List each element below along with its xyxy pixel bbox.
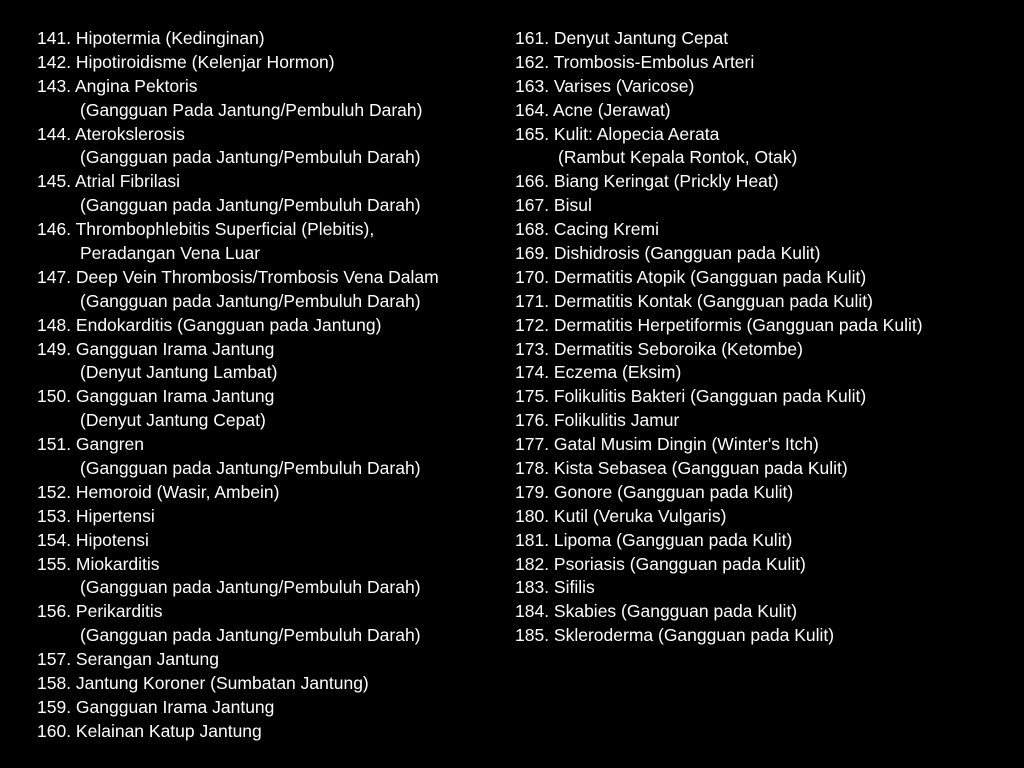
list-item: 174. Eczema (Eksim) [515, 362, 682, 383]
list-item: 165. Kulit: Alopecia Aerata [515, 123, 720, 144]
list-item: 173. Dermatitis Seboroika (Ketombe) [515, 338, 803, 359]
list-item-continuation: (Gangguan pada Jantung/Pembuluh Darah) [80, 577, 421, 598]
list-item-continuation: (Gangguan pada Jantung/Pembuluh Darah) [80, 195, 421, 216]
list-item: 145. Atrial Fibrilasi [37, 171, 180, 192]
list-item-continuation: (Gangguan pada Jantung/Pembuluh Darah) [80, 290, 421, 311]
list-item: 152. Hemoroid (Wasir, Ambein) [37, 481, 280, 502]
list-item: 177. Gatal Musim Dingin (Winter's Itch) [515, 434, 819, 455]
list-item: 163. Varises (Varicose) [515, 75, 695, 96]
list-item: 158. Jantung Koroner (Sumbatan Jantung) [37, 673, 369, 694]
list-item: 148. Endokarditis (Gangguan pada Jantung) [37, 314, 382, 335]
list-item: 149. Gangguan Irama Jantung [37, 338, 275, 359]
list-item: 144. Aterokslerosis [37, 123, 185, 144]
list-item: 153. Hipertensi [37, 505, 155, 526]
list-item: 147. Deep Vein Thrombosis/Trombosis Vena Dalam [37, 266, 439, 287]
list-item: 157. Serangan Jantung [37, 649, 219, 670]
list-item: 160. Kelainan Katup Jantung [37, 720, 262, 741]
list-item-continuation: (Gangguan pada Jantung/Pembuluh Darah) [80, 625, 421, 646]
list-item: 164. Acne (Jerawat) [515, 99, 671, 120]
list-item: 150. Gangguan Irama Jantung [37, 386, 275, 407]
list-item: 141. Hipotermia (Kedinginan) [37, 28, 265, 48]
list-item: 146. Thrombophlebitis Superficial (Plebitis), [37, 219, 375, 240]
right-column-list [515, 27, 1015, 648]
list-item-continuation: (Gangguan Pada Jantung/Pembuluh Darah) [80, 99, 423, 120]
list-item: 175. Folikulitis Bakteri (Gangguan pada Kulit) [515, 386, 867, 407]
list-item: 168. Cacing Kremi [515, 219, 659, 240]
list-item: 151. Gangren [37, 434, 145, 455]
list-item: 169. Dishidrosis (Gangguan pada Kulit) [515, 243, 821, 264]
list-item: 167. Bisul [515, 195, 592, 216]
list-item: 181. Lipoma (Gangguan pada Kulit) [515, 529, 793, 550]
left-column-list [37, 27, 507, 744]
list-item: 161. Denyut Jantung Cepat [515, 28, 729, 48]
list-item: 182. Psoriasis (Gangguan pada Kulit) [515, 553, 806, 574]
list-item: 179. Gonore (Gangguan pada Kulit) [515, 481, 794, 502]
list-item: 185. Skleroderma (Gangguan pada Kulit) [515, 625, 835, 646]
list-item: 170. Dermatitis Atopik (Gangguan pada Kulit) [515, 266, 867, 287]
list-item: 156. Perikarditis [37, 601, 163, 622]
list-item: 154. Hipotensi [37, 529, 149, 550]
list-item: 180. Kutil (Veruka Vulgaris) [515, 505, 727, 526]
list-item-continuation: (Rambut Kepala Rontok, Otak) [558, 147, 798, 168]
list-item: 162. Trombosis-Embolus Arteri [515, 51, 755, 72]
list-item: 159. Gangguan Irama Jantung [37, 696, 275, 717]
list-item-continuation: (Denyut Jantung Lambat) [80, 362, 278, 383]
list-item: 183. Sifilis [515, 577, 595, 598]
list-item-continuation: (Gangguan pada Jantung/Pembuluh Darah) [80, 458, 421, 479]
list-item: 155. Miokarditis [37, 553, 160, 574]
list-item: 166. Biang Keringat (Prickly Heat) [515, 171, 779, 192]
list-item: 176. Folikulitis Jamur [515, 410, 680, 431]
list-item: 178. Kista Sebasea (Gangguan pada Kulit) [515, 458, 848, 479]
list-item-continuation: Peradangan Vena Luar [80, 243, 261, 264]
list-item-continuation: (Denyut Jantung Cepat) [80, 410, 266, 431]
list-item: 142. Hipotiroidisme (Kelenjar Hormon) [37, 51, 335, 72]
list-item: 172. Dermatitis Herpetiformis (Gangguan pada Kulit) [515, 314, 923, 335]
list-item: 171. Dermatitis Kontak (Gangguan pada Kulit) [515, 290, 873, 311]
list-item-continuation: (Gangguan pada Jantung/Pembuluh Darah) [80, 147, 421, 168]
list-item: 143. Angina Pektoris [37, 75, 198, 96]
list-item: 184. Skabies (Gangguan pada Kulit) [515, 601, 798, 622]
